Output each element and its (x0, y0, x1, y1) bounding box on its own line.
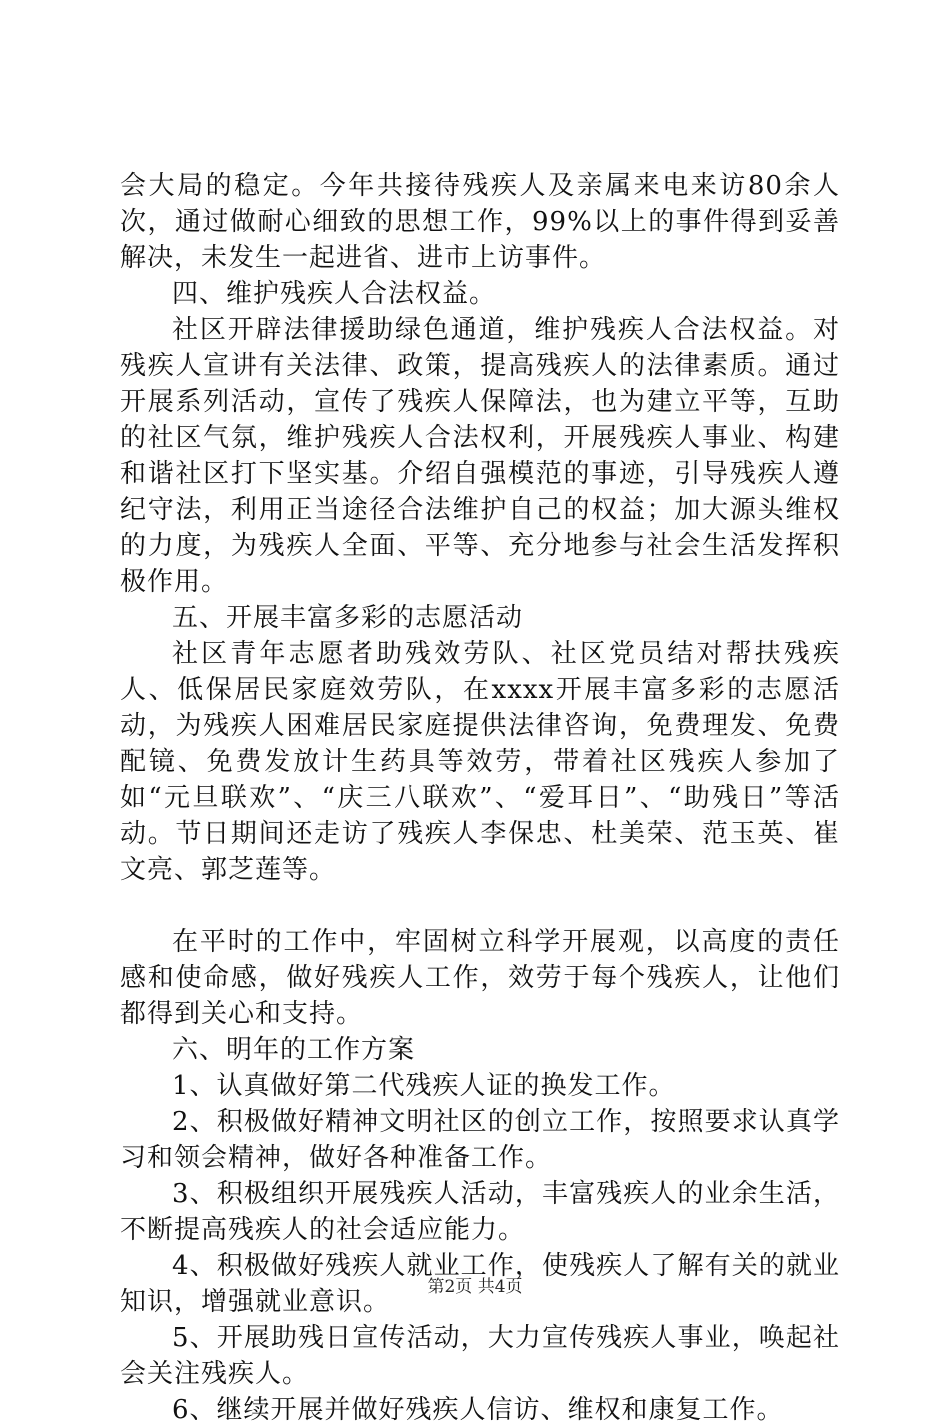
paragraph-daily-work: 在平时的工作中，牢固树立科学开展观，以高度的责任感和使命感，做好残疾人工作，效劳于每个残疾人，让他们都得到关心和支持。 (120, 927, 840, 1029)
plan-item-2: 2、积极做好精神文明社区的创立工作，按照要求认真学习和领会精神，做好各种准备工作。 (120, 1107, 840, 1173)
page-number-footer: 第2页 共4页 (427, 1277, 523, 1297)
section-heading-6: 六、明年的工作方案 (172, 1035, 416, 1065)
plan-item-4: 4、积极做好残疾人就业工作，使残疾人了解有关的就业知识，增强就业意识。 (120, 1251, 840, 1317)
blank-line (120, 888, 840, 924)
paragraph-legal-rights: 社区开辟法律援助绿色通道，维护残疾人合法权益。对残疾人宣讲有关法律、政策，提高残疾人的法律素质。通过开展系列活动，宣传了残疾人保障法，也为建立平等，互助的社区气氛，维护残疾人合法权利，开展残疾人事业、构建和谐社区打下坚实基。介绍自强模范的事迹，引导残疾人遵纪守法，利用正当途径合法维护自己的权益；加大源头维权的力度，为残疾人全面、平等、充分地参与社会生活发挥积极作用。 (120, 315, 840, 597)
plan-item-1: 1、认真做好第二代残疾人证的换发工作。 (172, 1071, 676, 1101)
section-heading-4: 四、维护残疾人合法权益。 (172, 279, 497, 309)
document-body (120, 168, 840, 1428)
plan-item-5: 5、开展助残日宣传活动，大力宣传残疾人事业，唤起社会关注残疾人。 (120, 1323, 840, 1389)
plan-item-6: 6、继续开展并做好残疾人信访、维权和康复工作。 (172, 1395, 784, 1425)
paragraph-continuation: 会大局的稳定。今年共接待残疾人及亲属来电来访80余人次，通过做耐心细致的思想工作，99%以上的事件得到妥善解决，未发生一起进省、进市上访事件。 (120, 171, 840, 273)
plan-item-3: 3、积极组织开展残疾人活动，丰富残疾人的业余生活，不断提高残疾人的社会适应能力。 (120, 1179, 840, 1245)
paragraph-volunteer-activities: 社区青年志愿者助残效劳队、社区党员结对帮扶残疾人、低保居民家庭效劳队，在xxxx开展丰富多彩的志愿活动，为残疾人困难居民家庭提供法律咨询，免费理发、免费配镜、免费发放计生药具等效劳，带着社区残疾人参加了如“元旦联欢”、“庆三八联欢”、“爱耳日”、“助残日”等活动。节日期间还走访了残疾人李保忠、杜美荣、范玉英、崔文亮、郭芝莲等。 (120, 639, 840, 885)
section-heading-5: 五、开展丰富多彩的志愿活动 (172, 603, 524, 633)
